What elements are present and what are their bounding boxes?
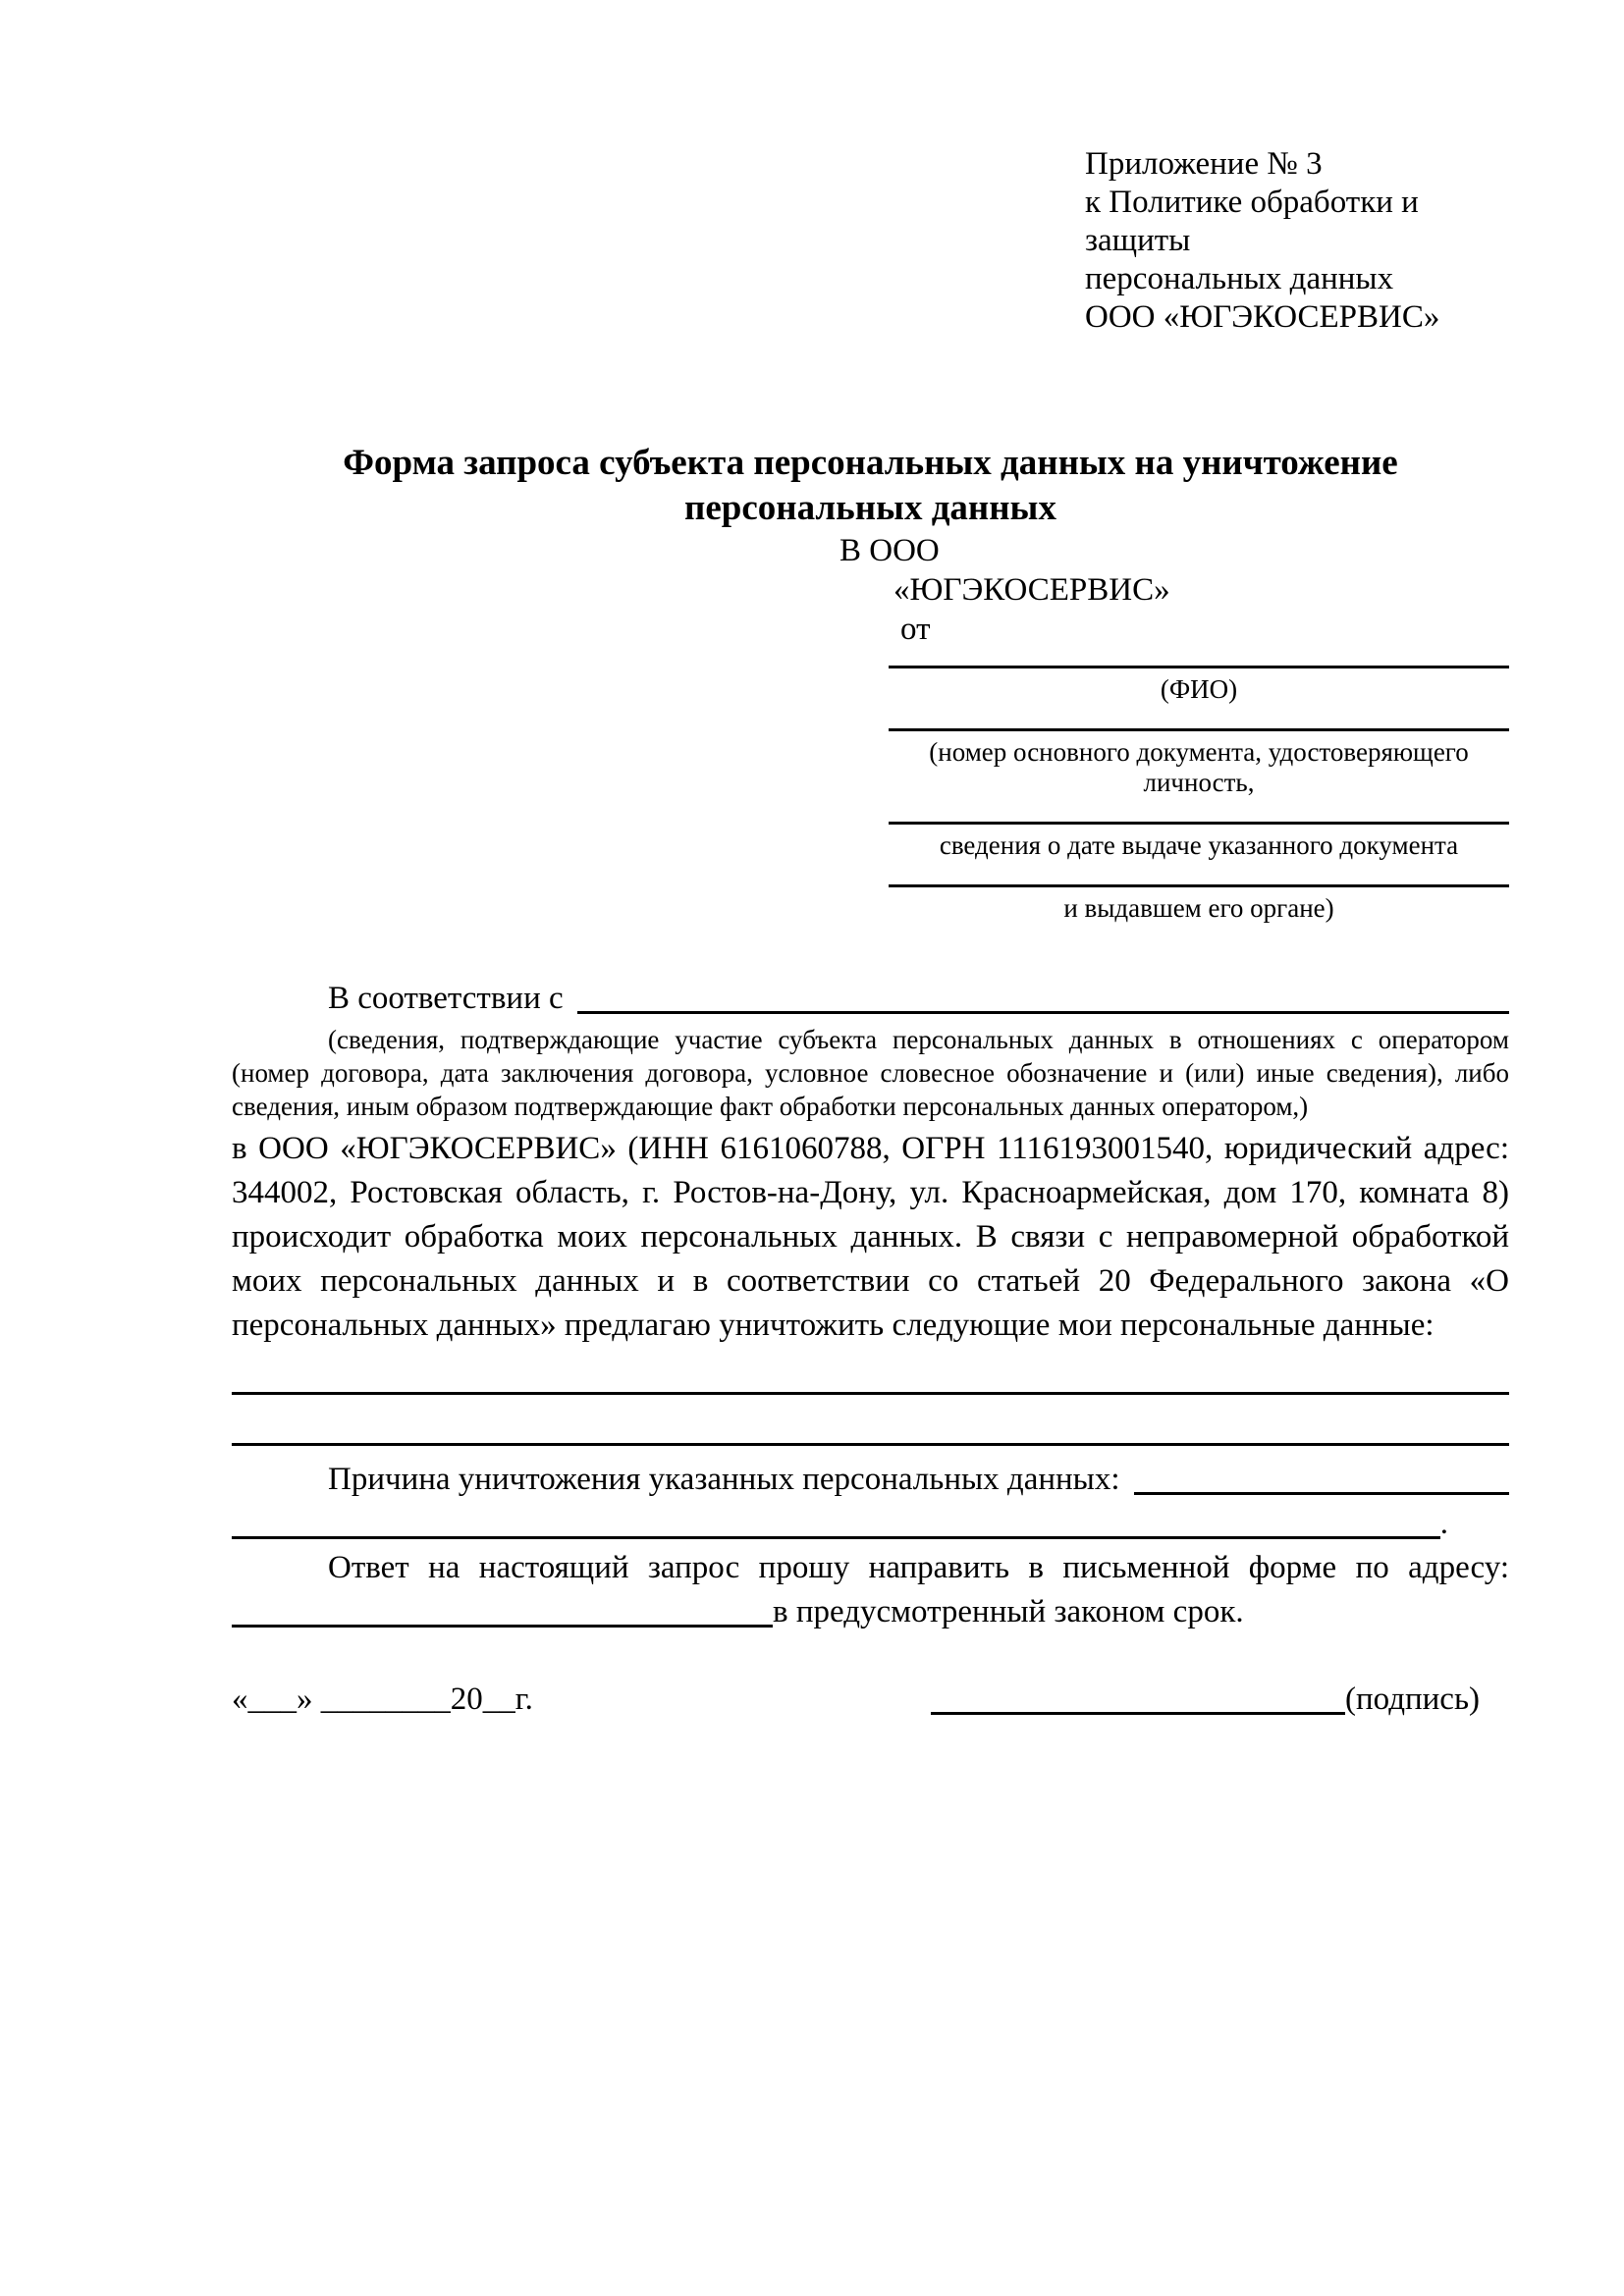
addressee-from-label: от	[900, 612, 931, 647]
reason-blank-line	[1134, 1458, 1509, 1502]
reason-continuation-row	[232, 1502, 1509, 1546]
personal-data-blank-line-2	[232, 1395, 1509, 1446]
issue-date-blank-line	[889, 805, 1509, 825]
issuing-authority-field	[889, 868, 1509, 924]
reason-row	[232, 1458, 1509, 1502]
address-blank-line	[232, 1590, 773, 1634]
reason-blank-line-2	[232, 1502, 1440, 1546]
issuing-authority-caption: и выдавшем его органе)	[1063, 893, 1334, 923]
form-title-line1: Форма запроса субъекта персональных данных на уничтожение	[343, 443, 1398, 483]
date-blank: «___» ________20__г.	[232, 1682, 533, 1717]
addressee-org-prefix: В ООО	[839, 533, 940, 568]
issuing-authority-blank-line	[889, 868, 1509, 887]
response-address-row	[232, 1590, 1509, 1634]
fio-blank-line	[889, 649, 1509, 668]
accordance-lead: В соответствии с	[328, 981, 564, 1016]
accordance-row	[232, 977, 1509, 1021]
personal-data-blank-line-1	[232, 1348, 1509, 1395]
reason-terminator: .	[1439, 1506, 1448, 1541]
body-paragraph: в ООО «ЮГЭКОСЕРВИС» (ИНН 6161060788, ОГРН 1116193001540, юридический адрес: 344002, Ростовская область, г. Ростов-на-Дону, ул. Красноармейская, дом 170, комната 8) происходит обработка моих персональных данных. В связи с неправомерной обработкой моих персональных данных и в соответствии со статьей 20 Федерального закона «О персональных данных» предлагаю уничтожить следующие мои персональные данные:	[232, 1131, 1509, 1343]
signature-blank-line	[931, 1678, 1345, 1722]
signature-caption: (подпись)	[1345, 1682, 1480, 1717]
fio-caption: (ФИО)	[1160, 674, 1238, 704]
appendix-header-line: Приложение № 3	[1085, 146, 1323, 182]
document-number-blank-line	[889, 712, 1509, 731]
legal-term-text: в предусмотренный законом срок.	[773, 1594, 1244, 1629]
appendix-header	[1085, 145, 1509, 337]
form-title	[232, 441, 1509, 531]
reason-lead: Причина уничтожения указанных персональных данных:	[328, 1462, 1120, 1497]
document-number-field	[889, 712, 1509, 798]
appendix-header-line: ООО «ЮГЭКОСЕРВИС»	[1085, 299, 1440, 335]
issue-date-field	[889, 805, 1509, 861]
document-number-caption: (номер основного документа, удостоверяющего личность,	[929, 737, 1469, 797]
appendix-header-line: персональных данных	[1085, 261, 1394, 296]
response-request-line: Ответ на настоящий запрос прошу направить в письменной форме по адресу:	[328, 1550, 1509, 1585]
date-signature-row	[232, 1678, 1509, 1722]
date-signature-spacer	[533, 1678, 931, 1722]
fio-field	[889, 649, 1509, 705]
form-title-line2: персональных данных	[684, 488, 1056, 528]
addressee-org-name: «ЮГЭКОСЕРВИС»	[893, 572, 1170, 608]
accordance-fine-print: (сведения, подтверждающие участие субъекта персональных данных в отношениях с оператором (номер договора, дата заключения договора, условное словесное обозначение и (или) иные сведения), либо сведения, иным образом подтверждающие факт обработки персональных данных оператором,)	[232, 1025, 1509, 1121]
accordance-blank-line	[577, 977, 1509, 1021]
appendix-header-line: к Политике обработки и защиты	[1085, 185, 1419, 258]
issue-date-caption: сведения о дате выдаче указанного документа	[939, 830, 1459, 860]
